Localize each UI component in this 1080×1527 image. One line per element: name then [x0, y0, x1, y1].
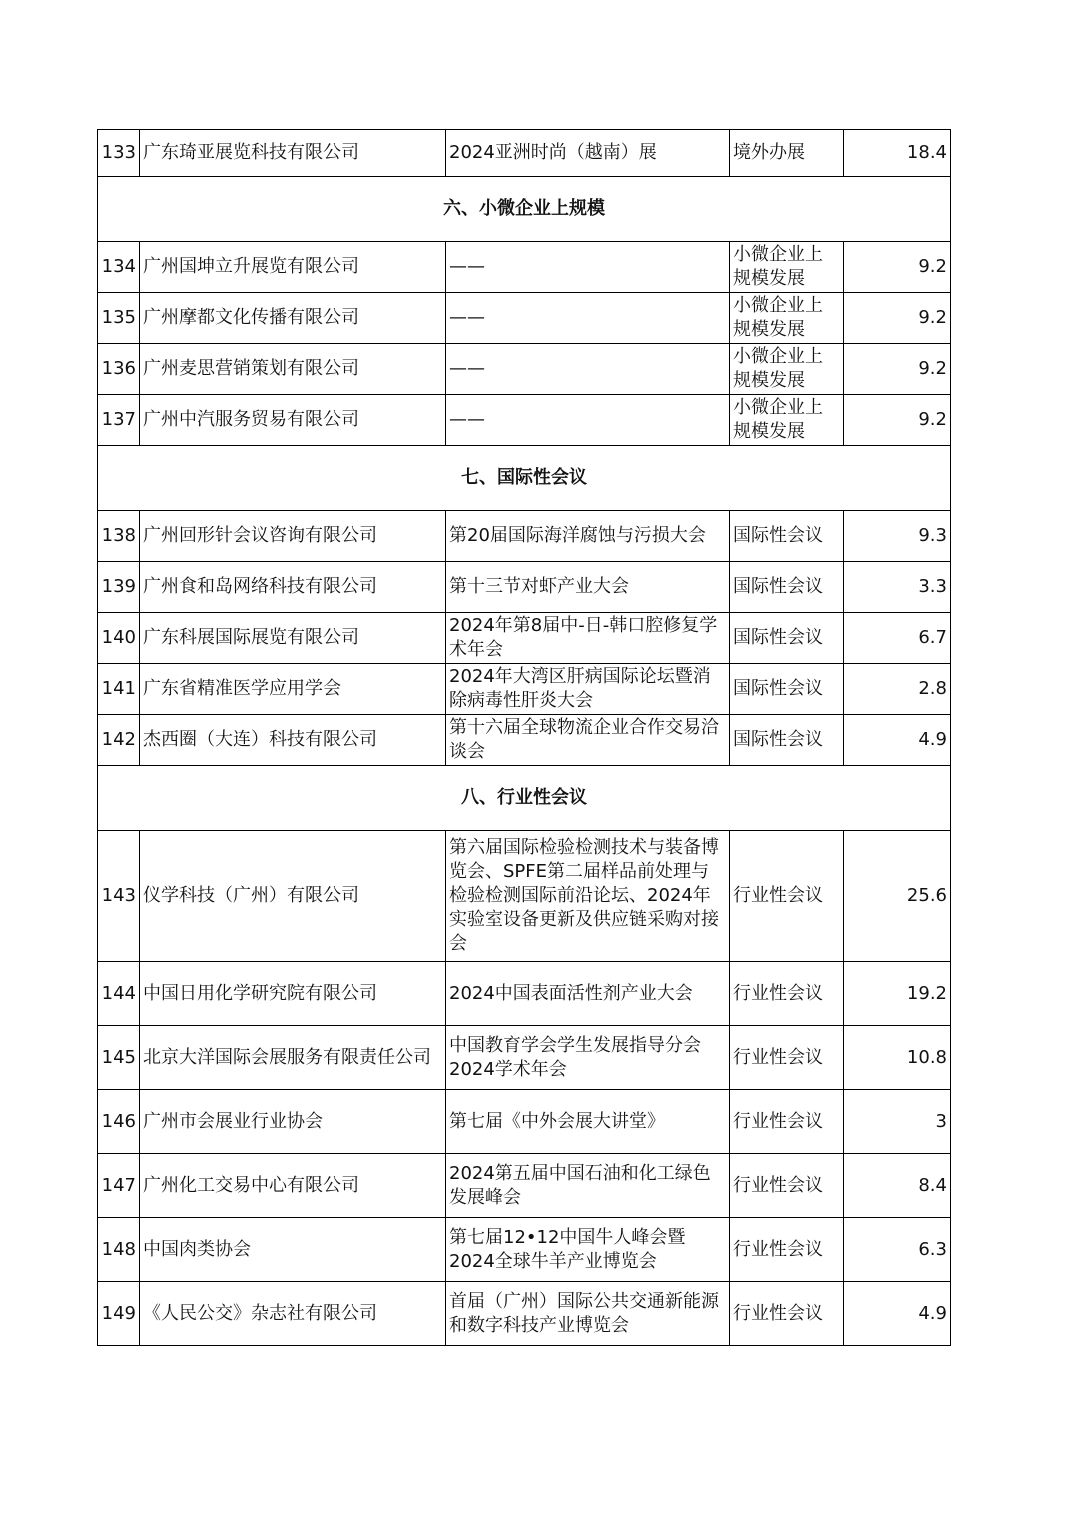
category: 行业性会议 [730, 1154, 844, 1218]
amount: 18.4 [844, 130, 951, 177]
row-number: 148 [98, 1218, 140, 1282]
table-row [98, 962, 951, 1026]
project-name: 2024亚洲时尚（越南）展 [446, 130, 730, 177]
category: 国际性会议 [730, 664, 844, 715]
row-number: 141 [98, 664, 140, 715]
company-name: 中国肉类协会 [140, 1218, 446, 1282]
row-number: 140 [98, 613, 140, 664]
table-row [98, 242, 951, 293]
company-name: 中国日用化学研究院有限公司 [140, 962, 446, 1026]
amount: 8.4 [844, 1154, 951, 1218]
category: 行业性会议 [730, 1218, 844, 1282]
section-title: 八、行业性会议 [98, 766, 951, 831]
section-title: 六、小微企业上规模 [98, 177, 951, 242]
row-number: 144 [98, 962, 140, 1026]
company-name: 杰西圈（大连）科技有限公司 [140, 715, 446, 766]
row-number: 149 [98, 1282, 140, 1346]
amount: 4.9 [844, 1282, 951, 1346]
row-number: 134 [98, 242, 140, 293]
category: 行业性会议 [730, 1026, 844, 1090]
category: 国际性会议 [730, 511, 844, 562]
project-name: 中国教育学会学生发展指导分会2024学术年会 [446, 1026, 730, 1090]
amount: 9.2 [844, 242, 951, 293]
project-name: 第十六届全球物流企业合作交易洽谈会 [446, 715, 730, 766]
amount: 3.3 [844, 562, 951, 613]
project-name: 第20届国际海洋腐蚀与污损大会 [446, 511, 730, 562]
category: 小微企业上规模发展 [730, 242, 844, 293]
project-name: 第六届国际检验检测技术与装备博览会、SPFE第二届样品前处理与检验检测国际前沿论坛、2024年实验室设备更新及供应链采购对接会 [446, 831, 730, 962]
project-name: 第七届12•12中国牛人峰会暨2024全球牛羊产业博览会 [446, 1218, 730, 1282]
category: 国际性会议 [730, 715, 844, 766]
category: 行业性会议 [730, 831, 844, 962]
project-name: 2024年大湾区肝病国际论坛暨消除病毒性肝炎大会 [446, 664, 730, 715]
amount: 9.2 [844, 395, 951, 446]
row-number: 138 [98, 511, 140, 562]
company-name: 广州国坤立升展览有限公司 [140, 242, 446, 293]
amount: 9.2 [844, 293, 951, 344]
row-number: 136 [98, 344, 140, 395]
company-name: 广州市会展业行业协会 [140, 1090, 446, 1154]
table-row [98, 715, 951, 766]
category: 行业性会议 [730, 962, 844, 1026]
company-name: 广州中汽服务贸易有限公司 [140, 395, 446, 446]
company-name: 广州麦思营销策划有限公司 [140, 344, 446, 395]
row-number: 133 [98, 130, 140, 177]
table-row [98, 395, 951, 446]
project-name: 2024中国表面活性剂产业大会 [446, 962, 730, 1026]
table-row [98, 130, 951, 177]
table-row [98, 1154, 951, 1218]
table-row [98, 1090, 951, 1154]
row-number: 146 [98, 1090, 140, 1154]
amount: 4.9 [844, 715, 951, 766]
section-title: 七、国际性会议 [98, 446, 951, 511]
table-row [98, 613, 951, 664]
category: 行业性会议 [730, 1090, 844, 1154]
company-name: 广州化工交易中心有限公司 [140, 1154, 446, 1218]
project-name: —— [446, 395, 730, 446]
project-name: 2024第五届中国石油和化工绿色发展峰会 [446, 1154, 730, 1218]
amount: 9.3 [844, 511, 951, 562]
section-header-row [98, 177, 951, 242]
table-row [98, 344, 951, 395]
company-name: 广州摩都文化传播有限公司 [140, 293, 446, 344]
amount: 2.8 [844, 664, 951, 715]
amount: 9.2 [844, 344, 951, 395]
amount: 25.6 [844, 831, 951, 962]
company-name: 广州食和岛网络科技有限公司 [140, 562, 446, 613]
company-name: 仪学科技（广州）有限公司 [140, 831, 446, 962]
company-name: 《人民公交》杂志社有限公司 [140, 1282, 446, 1346]
table-row [98, 511, 951, 562]
category: 境外办展 [730, 130, 844, 177]
project-name: 2024年第8届中-日-韩口腔修复学术年会 [446, 613, 730, 664]
amount: 3 [844, 1090, 951, 1154]
section-header-row [98, 766, 951, 831]
amount: 19.2 [844, 962, 951, 1026]
table-row [98, 1282, 951, 1346]
row-number: 145 [98, 1026, 140, 1090]
table-row [98, 1218, 951, 1282]
row-number: 147 [98, 1154, 140, 1218]
project-name: —— [446, 293, 730, 344]
project-name: 第十三节对虾产业大会 [446, 562, 730, 613]
company-name: 广东琦亚展览科技有限公司 [140, 130, 446, 177]
table-row [98, 831, 951, 962]
project-name: 首届（广州）国际公共交通新能源和数字科技产业博览会 [446, 1282, 730, 1346]
category: 国际性会议 [730, 562, 844, 613]
table-row [98, 664, 951, 715]
table-row [98, 293, 951, 344]
company-name: 广东省精准医学应用学会 [140, 664, 446, 715]
category: 小微企业上规模发展 [730, 344, 844, 395]
row-number: 139 [98, 562, 140, 613]
company-name: 北京大洋国际会展服务有限责任公司 [140, 1026, 446, 1090]
table-row [98, 1026, 951, 1090]
category: 小微企业上规模发展 [730, 395, 844, 446]
section-header-row [98, 446, 951, 511]
category: 行业性会议 [730, 1282, 844, 1346]
company-name: 广州回形针会议咨询有限公司 [140, 511, 446, 562]
category: 国际性会议 [730, 613, 844, 664]
row-number: 143 [98, 831, 140, 962]
amount: 6.3 [844, 1218, 951, 1282]
allocation-table [97, 129, 951, 1346]
table-row [98, 562, 951, 613]
project-name: 第七届《中外会展大讲堂》 [446, 1090, 730, 1154]
project-name: —— [446, 344, 730, 395]
row-number: 142 [98, 715, 140, 766]
company-name: 广东科展国际展览有限公司 [140, 613, 446, 664]
row-number: 137 [98, 395, 140, 446]
amount: 10.8 [844, 1026, 951, 1090]
project-name: —— [446, 242, 730, 293]
amount: 6.7 [844, 613, 951, 664]
category: 小微企业上规模发展 [730, 293, 844, 344]
row-number: 135 [98, 293, 140, 344]
